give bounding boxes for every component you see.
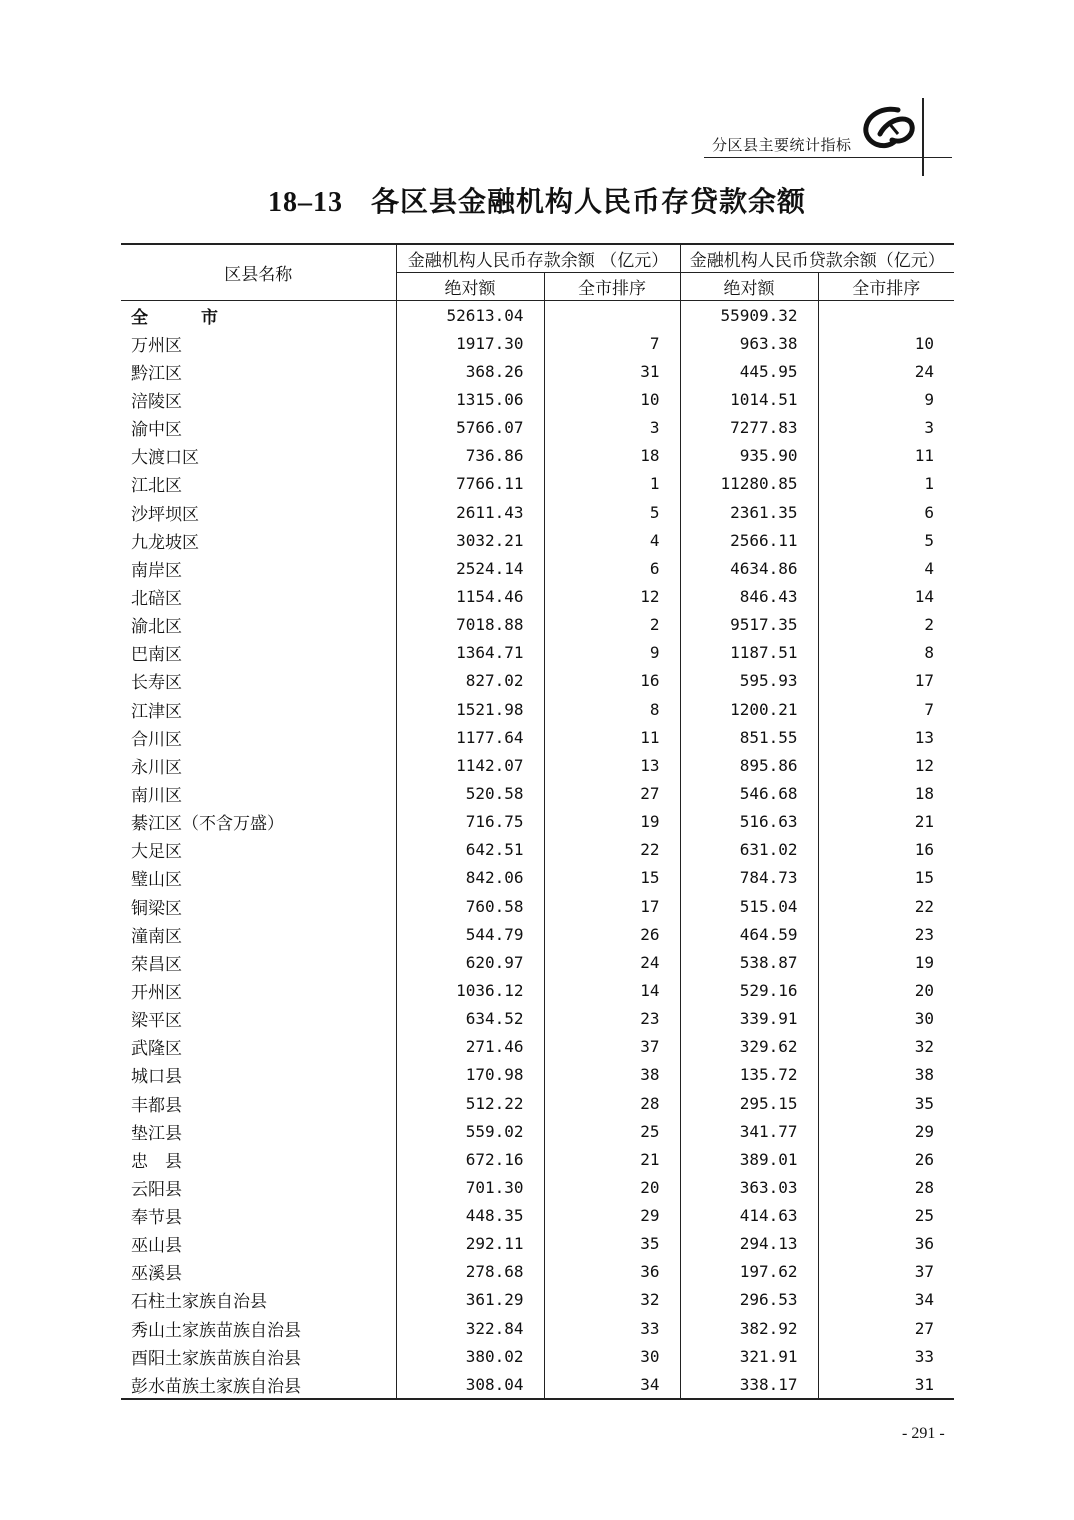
district-name-cell: 彭水苗族土家族自治县 <box>121 1370 396 1399</box>
loan-amount-cell: 11280.85 <box>680 470 818 498</box>
deposit-rank-cell: 37 <box>544 1033 680 1061</box>
district-name-cell: 巴南区 <box>131 645 182 666</box>
loan-amount-cell: 1200.21 <box>680 695 818 723</box>
table-row <box>121 1173 954 1201</box>
deposit-amount-cell: 827.02 <box>396 667 544 695</box>
loan-rank-cell: 18 <box>818 779 954 807</box>
loan-rank-cell: 10 <box>818 329 954 357</box>
deposit-amount-cell: 1142.07 <box>396 751 544 779</box>
deposit-amount-cell: 52613.04 <box>396 301 544 330</box>
table-row <box>121 920 954 948</box>
loan-rank-cell: 17 <box>818 667 954 695</box>
loan-rank-cell: 24 <box>818 357 954 385</box>
district-name-cell: 垫江县 <box>131 1123 182 1144</box>
deposit-rank-cell: 1 <box>544 470 680 498</box>
loan-amount-cell: 389.01 <box>680 1145 818 1173</box>
deposit-amount-cell: 278.68 <box>396 1258 544 1286</box>
loan-amount-header: 绝对额 <box>680 273 818 301</box>
deposit-amount-cell: 620.97 <box>396 948 544 976</box>
deposit-amount-cell: 701.30 <box>396 1173 544 1201</box>
loan-rank-cell: 30 <box>818 1005 954 1033</box>
table-row <box>121 385 954 413</box>
deposit-rank-cell: 6 <box>544 554 680 582</box>
deposit-loan-table <box>121 243 954 1400</box>
deposit-amount-cell: 642.51 <box>396 836 544 864</box>
district-name-cell: 石柱土家族自治县 <box>131 1292 267 1313</box>
district-name-cell: 合川区 <box>131 729 182 750</box>
loan-rank-cell: 34 <box>818 1286 954 1314</box>
loan-amount-cell: 1014.51 <box>680 385 818 413</box>
deposit-rank-cell: 20 <box>544 1173 680 1201</box>
loan-amount-cell: 294.13 <box>680 1230 818 1258</box>
table-row <box>121 892 954 920</box>
district-name-cell: 秀山土家族苗族自治县 <box>131 1320 301 1341</box>
loan-amount-cell: 321.91 <box>680 1342 818 1370</box>
deposit-amount-cell: 2524.14 <box>396 554 544 582</box>
district-name-cell: 黔江区 <box>131 363 182 384</box>
deposit-amount-cell: 361.29 <box>396 1286 544 1314</box>
deposit-rank-cell: 10 <box>544 385 680 413</box>
loan-rank-cell: 16 <box>818 836 954 864</box>
district-name-cell: 大渡口区 <box>131 448 199 469</box>
loan-rank-cell: 3 <box>818 414 954 442</box>
table-row <box>121 554 954 582</box>
loan-amount-cell: 341.77 <box>680 1117 818 1145</box>
deposit-rank-cell: 31 <box>544 357 680 385</box>
loan-rank-cell: 33 <box>818 1342 954 1370</box>
deposit-rank-cell: 30 <box>544 1342 680 1370</box>
loan-rank-cell: 14 <box>818 582 954 610</box>
table-row <box>121 1089 954 1117</box>
deposit-amount-cell: 1036.12 <box>396 976 544 1004</box>
deposit-amount-cell: 7018.88 <box>396 611 544 639</box>
district-name-cell: 铜梁区 <box>131 898 182 919</box>
deposit-amount-cell: 672.16 <box>396 1145 544 1173</box>
district-name-cell: 渝中区 <box>131 420 182 441</box>
deposit-amount-cell: 5766.07 <box>396 414 544 442</box>
district-header: 区县名称 <box>121 244 396 301</box>
header-vertical-rule <box>922 98 924 176</box>
loan-amount-cell: 2566.11 <box>680 526 818 554</box>
loan-rank-cell: 15 <box>818 864 954 892</box>
loan-rank-cell <box>818 301 954 330</box>
table-row <box>121 498 954 526</box>
deposit-amount-header: 绝对额 <box>396 273 544 301</box>
district-name-cell: 南岸区 <box>131 560 182 581</box>
deposit-rank-cell: 16 <box>544 667 680 695</box>
loan-amount-cell: 414.63 <box>680 1202 818 1230</box>
deposit-amount-cell: 170.98 <box>396 1061 544 1089</box>
table-row <box>121 1033 954 1061</box>
table-row <box>121 1061 954 1089</box>
loan-rank-cell: 5 <box>818 526 954 554</box>
loan-amount-cell: 339.91 <box>680 1005 818 1033</box>
deposit-rank-cell: 26 <box>544 920 680 948</box>
loan-amount-cell: 7277.83 <box>680 414 818 442</box>
loan-rank-cell: 8 <box>818 639 954 667</box>
table-row <box>121 1230 954 1258</box>
district-name-cell: 永川区 <box>131 757 182 778</box>
loan-rank-cell: 36 <box>818 1230 954 1258</box>
district-name-cell: 北碚区 <box>131 588 182 609</box>
loan-rank-cell: 35 <box>818 1089 954 1117</box>
table-row <box>121 414 954 442</box>
loan-rank-cell: 25 <box>818 1202 954 1230</box>
table-row <box>121 442 954 470</box>
loan-amount-cell: 546.68 <box>680 779 818 807</box>
table-row <box>121 695 954 723</box>
loan-amount-cell: 382.92 <box>680 1314 818 1342</box>
page-title <box>0 180 1074 220</box>
loan-rank-cell: 27 <box>818 1314 954 1342</box>
loan-amount-cell: 529.16 <box>680 976 818 1004</box>
deposit-amount-cell: 1315.06 <box>396 385 544 413</box>
deposit-rank-cell: 19 <box>544 808 680 836</box>
loan-amount-cell: 9517.35 <box>680 611 818 639</box>
loan-amount-cell: 846.43 <box>680 582 818 610</box>
district-name-cell: 梁平区 <box>131 1011 182 1032</box>
deposit-rank-cell: 14 <box>544 976 680 1004</box>
table-row <box>121 301 954 330</box>
deposit-amount-cell: 634.52 <box>396 1005 544 1033</box>
district-name-cell: 南川区 <box>131 785 182 806</box>
deposit-header: 金融机构人民币存款余额 （亿元） <box>396 244 680 273</box>
deposit-rank-cell: 8 <box>544 695 680 723</box>
section-label: 分区县主要统计指标 <box>712 136 852 154</box>
deposit-rank-cell: 32 <box>544 1286 680 1314</box>
deposit-amount-cell: 544.79 <box>396 920 544 948</box>
district-name-cell: 沙坪坝区 <box>131 504 199 525</box>
table-row <box>121 1342 954 1370</box>
district-name-cell: 武隆区 <box>131 1039 182 1060</box>
loan-amount-cell: 595.93 <box>680 667 818 695</box>
district-name-cell: 奉节县 <box>131 1208 182 1229</box>
deposit-amount-cell: 1364.71 <box>396 639 544 667</box>
loan-rank-cell: 6 <box>818 498 954 526</box>
loan-rank-cell: 21 <box>818 808 954 836</box>
loan-rank-cell: 9 <box>818 385 954 413</box>
district-name-cell: 涪陵区 <box>131 391 182 412</box>
table-row <box>121 751 954 779</box>
district-name-cell: 开州区 <box>131 982 182 1003</box>
table-row <box>121 1117 954 1145</box>
loan-amount-cell: 197.62 <box>680 1258 818 1286</box>
deposit-rank-cell: 2 <box>544 611 680 639</box>
deposit-amount-cell: 380.02 <box>396 1342 544 1370</box>
deposit-rank-cell: 7 <box>544 329 680 357</box>
loan-amount-cell: 935.90 <box>680 442 818 470</box>
table-row <box>121 723 954 751</box>
deposit-rank-cell: 24 <box>544 948 680 976</box>
deposit-amount-cell: 448.35 <box>396 1202 544 1230</box>
loan-amount-cell: 2361.35 <box>680 498 818 526</box>
district-name-cell: 丰都县 <box>131 1095 182 1116</box>
loan-amount-cell: 784.73 <box>680 864 818 892</box>
table-row <box>121 1145 954 1173</box>
loan-rank-cell: 32 <box>818 1033 954 1061</box>
deposit-rank-cell: 3 <box>544 414 680 442</box>
deposit-amount-cell: 322.84 <box>396 1314 544 1342</box>
table-title: 各区县金融机构人民币存贷款余额 <box>370 185 806 218</box>
deposit-rank-cell: 22 <box>544 836 680 864</box>
deposit-rank-cell: 5 <box>544 498 680 526</box>
table-row <box>121 470 954 498</box>
table-row <box>121 1314 954 1342</box>
district-name-cell: 酉阳土家族苗族自治县 <box>131 1348 301 1369</box>
loan-amount-cell: 295.15 <box>680 1089 818 1117</box>
loan-amount-cell: 338.17 <box>680 1370 818 1399</box>
deposit-rank-header: 全市排序 <box>544 273 680 301</box>
district-name-cell: 荣昌区 <box>131 954 182 975</box>
loan-amount-cell: 1187.51 <box>680 639 818 667</box>
loan-rank-cell: 31 <box>818 1370 954 1399</box>
loan-rank-cell: 4 <box>818 554 954 582</box>
loan-rank-header: 全市排序 <box>818 273 954 301</box>
table-row <box>121 357 954 385</box>
deposit-rank-cell: 17 <box>544 892 680 920</box>
loan-rank-cell: 29 <box>818 1117 954 1145</box>
deposit-rank-cell: 15 <box>544 864 680 892</box>
loan-amount-cell: 55909.32 <box>680 301 818 330</box>
table-row <box>121 948 954 976</box>
deposit-rank-cell: 4 <box>544 526 680 554</box>
district-name-cell: 潼南区 <box>131 926 182 947</box>
district-name-cell: 忠 县 <box>131 1151 182 1172</box>
district-name-cell: 巫山县 <box>131 1236 182 1257</box>
table-row <box>121 1286 954 1314</box>
deposit-amount-cell: 842.06 <box>396 864 544 892</box>
deposit-amount-cell: 736.86 <box>396 442 544 470</box>
deposit-amount-cell: 1521.98 <box>396 695 544 723</box>
table-row <box>121 667 954 695</box>
table-row <box>121 808 954 836</box>
loan-rank-cell: 28 <box>818 1173 954 1201</box>
deposit-rank-cell: 36 <box>544 1258 680 1286</box>
deposit-amount-cell: 716.75 <box>396 808 544 836</box>
loan-rank-cell: 12 <box>818 751 954 779</box>
loan-amount-cell: 516.63 <box>680 808 818 836</box>
loan-amount-cell: 963.38 <box>680 329 818 357</box>
deposit-amount-cell: 559.02 <box>396 1117 544 1145</box>
loan-amount-cell: 363.03 <box>680 1173 818 1201</box>
loan-rank-cell: 7 <box>818 695 954 723</box>
loan-amount-cell: 631.02 <box>680 836 818 864</box>
loan-rank-cell: 26 <box>818 1145 954 1173</box>
district-name-cell: 璧山区 <box>131 870 182 891</box>
deposit-amount-cell: 3032.21 <box>396 526 544 554</box>
deposit-rank-cell: 9 <box>544 639 680 667</box>
table-row <box>121 976 954 1004</box>
deposit-rank-cell: 18 <box>544 442 680 470</box>
district-name-cell: 渝北区 <box>131 617 182 638</box>
loan-rank-cell: 22 <box>818 892 954 920</box>
deposit-rank-cell: 28 <box>544 1089 680 1117</box>
deposit-rank-cell: 13 <box>544 751 680 779</box>
loan-rank-cell: 13 <box>818 723 954 751</box>
loan-rank-cell: 19 <box>818 948 954 976</box>
loan-amount-cell: 296.53 <box>680 1286 818 1314</box>
deposit-rank-cell: 35 <box>544 1230 680 1258</box>
table-row <box>121 864 954 892</box>
loan-amount-cell: 135.72 <box>680 1061 818 1089</box>
loan-amount-cell: 445.95 <box>680 357 818 385</box>
statistics-logo-icon <box>858 104 918 154</box>
district-name-cell: 全 市 <box>131 307 236 328</box>
district-name-cell: 九龙坡区 <box>131 532 199 553</box>
loan-rank-cell: 38 <box>818 1061 954 1089</box>
loan-amount-cell: 851.55 <box>680 723 818 751</box>
header-rule <box>704 157 952 158</box>
deposit-rank-cell: 34 <box>544 1370 680 1399</box>
table-row <box>121 1370 954 1399</box>
district-name-cell: 綦江区（不含万盛） <box>131 814 284 835</box>
loan-amount-cell: 464.59 <box>680 920 818 948</box>
deposit-amount-cell: 368.26 <box>396 357 544 385</box>
table-row <box>121 1202 954 1230</box>
deposit-amount-cell: 271.46 <box>396 1033 544 1061</box>
deposit-amount-cell: 7766.11 <box>396 470 544 498</box>
loan-amount-cell: 515.04 <box>680 892 818 920</box>
deposit-rank-cell: 11 <box>544 723 680 751</box>
table-row <box>121 836 954 864</box>
deposit-amount-cell: 520.58 <box>396 779 544 807</box>
loan-rank-cell: 23 <box>818 920 954 948</box>
district-name-cell: 大足区 <box>131 842 182 863</box>
deposit-rank-cell: 38 <box>544 1061 680 1089</box>
deposit-rank-cell: 33 <box>544 1314 680 1342</box>
table-row <box>121 1005 954 1033</box>
deposit-amount-cell: 760.58 <box>396 892 544 920</box>
district-name-cell: 长寿区 <box>131 673 182 694</box>
loan-rank-cell: 2 <box>818 611 954 639</box>
deposit-amount-cell: 1177.64 <box>396 723 544 751</box>
table-row <box>121 639 954 667</box>
loan-amount-cell: 538.87 <box>680 948 818 976</box>
district-name-cell: 巫溪县 <box>131 1264 182 1285</box>
deposit-rank-cell <box>544 301 680 330</box>
table-row <box>121 611 954 639</box>
table-row <box>121 1258 954 1286</box>
district-name-cell: 江北区 <box>131 476 182 497</box>
deposit-rank-cell: 29 <box>544 1202 680 1230</box>
deposit-rank-cell: 25 <box>544 1117 680 1145</box>
deposit-amount-cell: 2611.43 <box>396 498 544 526</box>
deposit-rank-cell: 12 <box>544 582 680 610</box>
table-row <box>121 526 954 554</box>
table-row <box>121 779 954 807</box>
deposit-amount-cell: 308.04 <box>396 1370 544 1399</box>
deposit-amount-cell: 1154.46 <box>396 582 544 610</box>
loan-amount-cell: 895.86 <box>680 751 818 779</box>
loan-rank-cell: 11 <box>818 442 954 470</box>
deposit-amount-cell: 512.22 <box>396 1089 544 1117</box>
district-name-cell: 江津区 <box>131 701 182 722</box>
loan-rank-cell: 20 <box>818 976 954 1004</box>
deposit-amount-cell: 1917.30 <box>396 329 544 357</box>
loan-amount-cell: 4634.86 <box>680 554 818 582</box>
deposit-rank-cell: 23 <box>544 1005 680 1033</box>
table-row <box>121 329 954 357</box>
loan-amount-cell: 329.62 <box>680 1033 818 1061</box>
district-name-cell: 城口县 <box>131 1067 182 1088</box>
deposit-rank-cell: 21 <box>544 1145 680 1173</box>
loan-rank-cell: 1 <box>818 470 954 498</box>
page-number: - 291 - <box>902 1425 945 1442</box>
loan-rank-cell: 37 <box>818 1258 954 1286</box>
district-name-cell: 云阳县 <box>131 1179 182 1200</box>
deposit-amount-cell: 292.11 <box>396 1230 544 1258</box>
deposit-rank-cell: 27 <box>544 779 680 807</box>
loan-header: 金融机构人民币贷款余额（亿元） <box>680 244 954 273</box>
table-row <box>121 582 954 610</box>
table-number: 18–13 <box>267 187 343 218</box>
district-name-cell: 万州区 <box>131 335 182 356</box>
